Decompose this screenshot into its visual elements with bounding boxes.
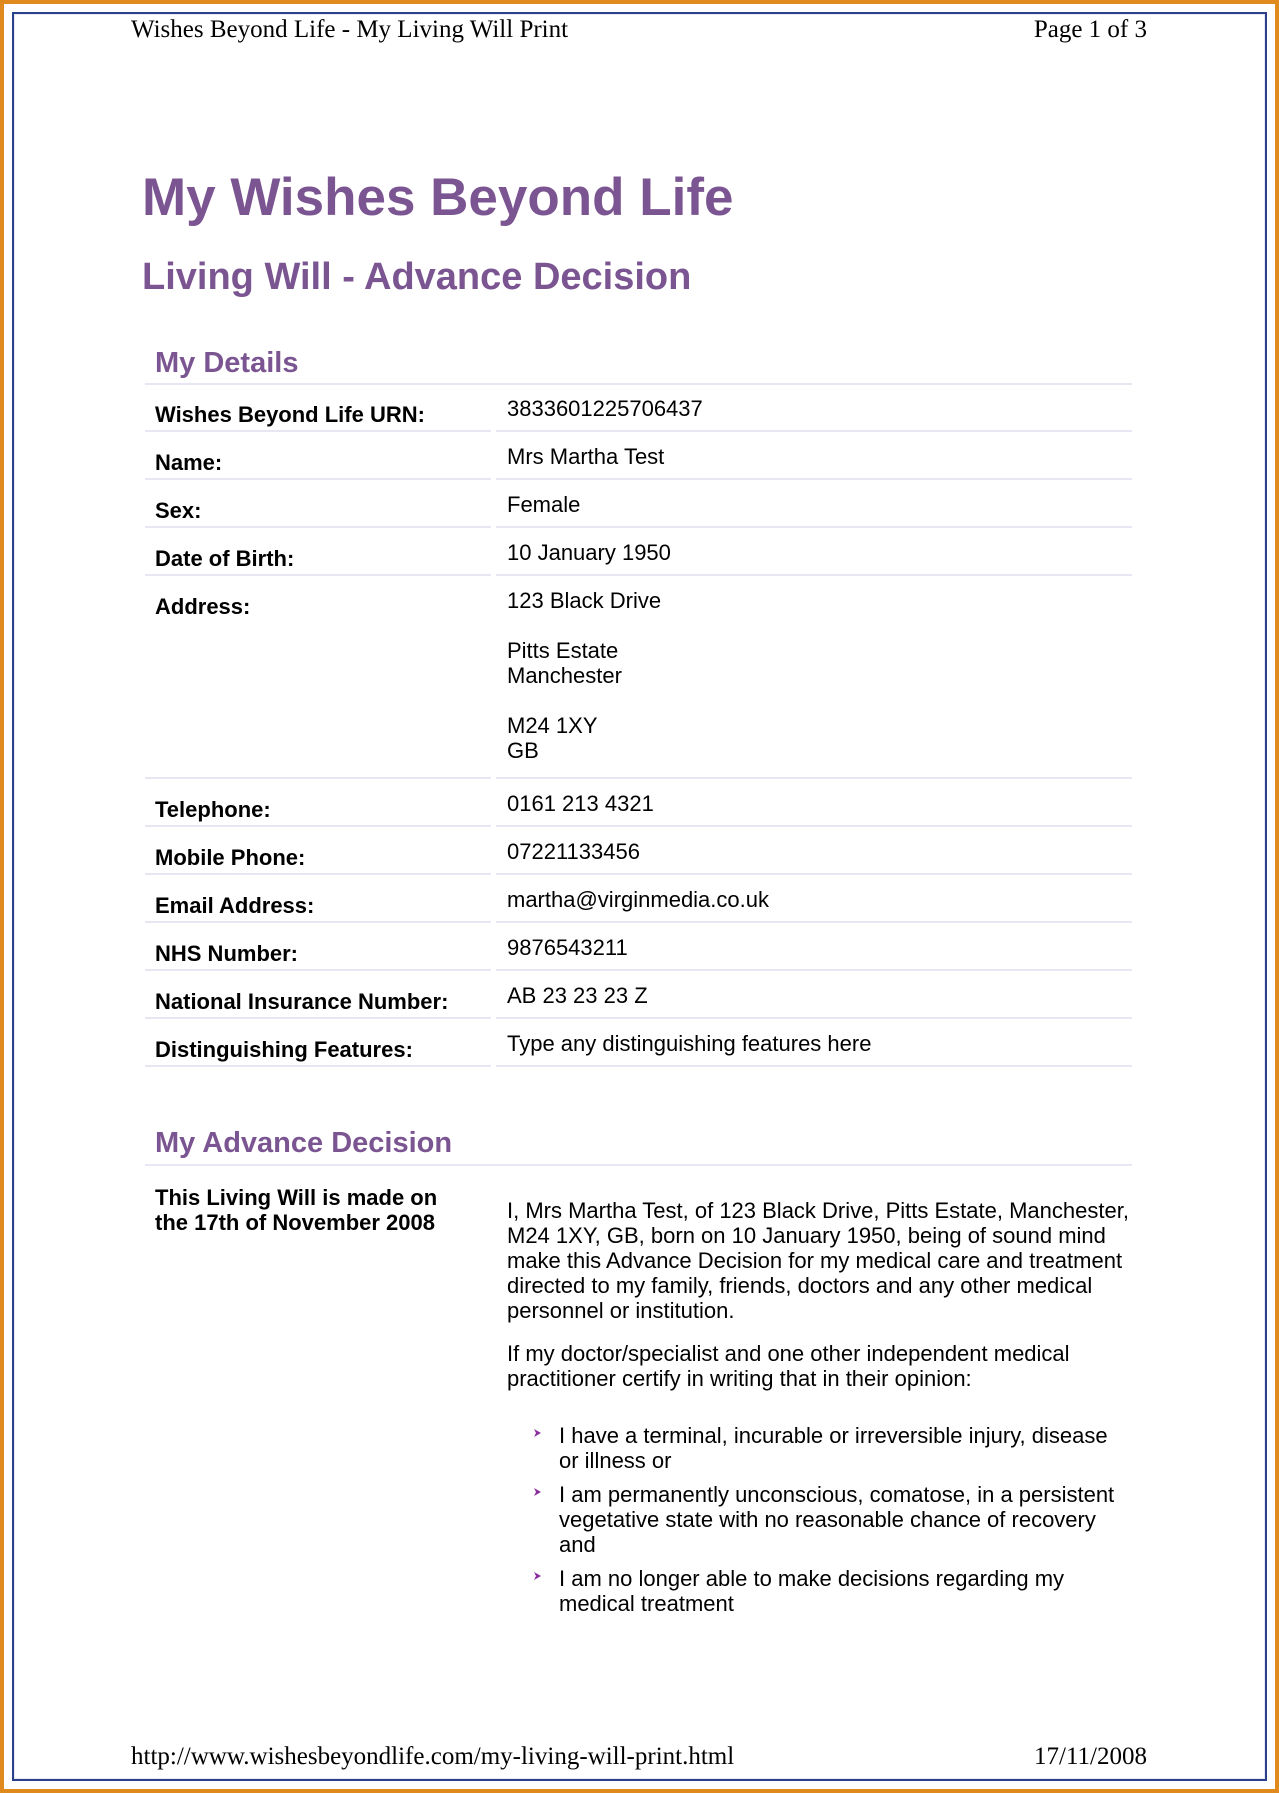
print-footer <box>131 1743 1147 1771</box>
details-row <box>145 1019 1132 1067</box>
details-label: Address: <box>145 576 491 779</box>
print-header <box>131 16 1147 44</box>
details-value <box>496 923 1132 971</box>
details-value-line: AB 23 23 23 Z <box>507 983 648 1008</box>
details-value-line: 07221133456 <box>507 839 640 864</box>
details-value-line: martha@virginmedia.co.uk <box>507 887 769 912</box>
page-title: My Wishes Beyond Life <box>142 168 734 227</box>
details-value <box>496 1019 1132 1067</box>
details-row <box>145 827 1132 875</box>
section-divider <box>145 1164 1132 1166</box>
print-header-title: Wishes Beyond Life - My Living Will Print <box>131 16 569 43</box>
details-label: National Insurance Number: <box>145 971 491 1019</box>
details-label: Telephone: <box>145 779 491 827</box>
advance-decision-block <box>145 1168 1132 1625</box>
decision-text <box>496 1168 1132 1625</box>
details-label: Name: <box>145 432 491 480</box>
decision-paragraph: If my doctor/specialist and one other independent medical practitioner certify in writing that in their opinion: <box>507 1341 1070 1391</box>
condition-text: I have a terminal, incurable or irreversible injury, disease or illness or <box>559 1423 1108 1473</box>
decision-date-label-line: the 17th of November 2008 <box>155 1210 435 1235</box>
section-heading-my-details: My Details <box>155 347 299 379</box>
details-value <box>496 480 1132 528</box>
details-row <box>145 779 1132 827</box>
details-value-line: M24 1XY <box>507 713 598 738</box>
decision-date-label <box>145 1168 491 1625</box>
page-number: Page 1 of 3 <box>1033 16 1147 43</box>
condition-list <box>507 1423 1132 1616</box>
condition-list-item <box>559 1566 1132 1616</box>
details-row <box>145 384 1132 432</box>
page-subtitle: Living Will - Advance Decision <box>142 256 692 298</box>
details-value-line <box>507 688 1132 713</box>
decision-paragraph: I, Mrs Martha Test, of 123 Black Drive, Pitts Estate, Manchester, M24 1XY, GB, born on 10 January 1950, being of sound mind make this Advance Decision for my medical care and treatment directed to my family, friends, doctors and any other medical personnel or institution. <box>507 1198 1129 1323</box>
details-row <box>145 971 1132 1019</box>
details-row <box>145 576 1132 779</box>
details-value-line: Pitts Estate <box>507 638 619 663</box>
details-label: Mobile Phone: <box>145 827 491 875</box>
details-value <box>496 576 1132 779</box>
condition-list-item <box>559 1423 1132 1473</box>
details-label: Date of Birth: <box>145 528 491 576</box>
footer-date: 17/11/2008 <box>1034 1743 1147 1770</box>
details-value <box>496 971 1132 1019</box>
details-value-line: Mrs Martha Test <box>507 444 665 469</box>
details-label: Distinguishing Features: <box>145 1019 491 1067</box>
details-value <box>496 384 1132 432</box>
details-row <box>145 875 1132 923</box>
details-row <box>145 480 1132 528</box>
diamond-bullet-icon <box>532 1428 542 1438</box>
details-value-line: 123 Black Drive <box>507 588 662 613</box>
details-value <box>496 432 1132 480</box>
details-value-line: Type any distinguishing features here <box>507 1031 872 1056</box>
details-value-line: Female <box>507 492 581 517</box>
details-value <box>496 779 1132 827</box>
details-label: Wishes Beyond Life URN: <box>145 384 491 432</box>
details-value-line: Manchester <box>507 663 622 688</box>
details-label: Email Address: <box>145 875 491 923</box>
condition-list-item <box>559 1482 1132 1557</box>
details-row <box>145 923 1132 971</box>
details-value <box>496 827 1132 875</box>
diamond-bullet-icon <box>532 1571 542 1581</box>
section-heading-advance-decision: My Advance Decision <box>155 1127 453 1159</box>
details-value-line: 0161 213 4321 <box>507 791 654 816</box>
decision-date-label-line: This Living Will is made on <box>155 1185 438 1210</box>
details-label: NHS Number: <box>145 923 491 971</box>
details-label: Sex: <box>145 480 491 528</box>
details-row <box>145 528 1132 576</box>
footer-url: http://www.wishesbeyondlife.com/my-living-will-print.html <box>131 1743 735 1770</box>
details-value <box>496 528 1132 576</box>
details-row <box>145 432 1132 480</box>
details-value-line: 9876543211 <box>507 935 628 960</box>
details-value <box>496 875 1132 923</box>
details-value-line: 3833601225706437 <box>507 396 703 421</box>
details-value-line: 10 January 1950 <box>507 540 671 565</box>
condition-text: I am permanently unconscious, comatose, in a persistent vegetative state with no reasonable chance of recovery and <box>559 1482 1115 1557</box>
details-value-line: GB <box>507 738 539 763</box>
details-value-line <box>507 613 1132 638</box>
details-table <box>145 384 1132 1067</box>
diamond-bullet-icon <box>532 1487 542 1497</box>
condition-text: I am no longer able to make decisions regarding my medical treatment <box>559 1566 1065 1616</box>
